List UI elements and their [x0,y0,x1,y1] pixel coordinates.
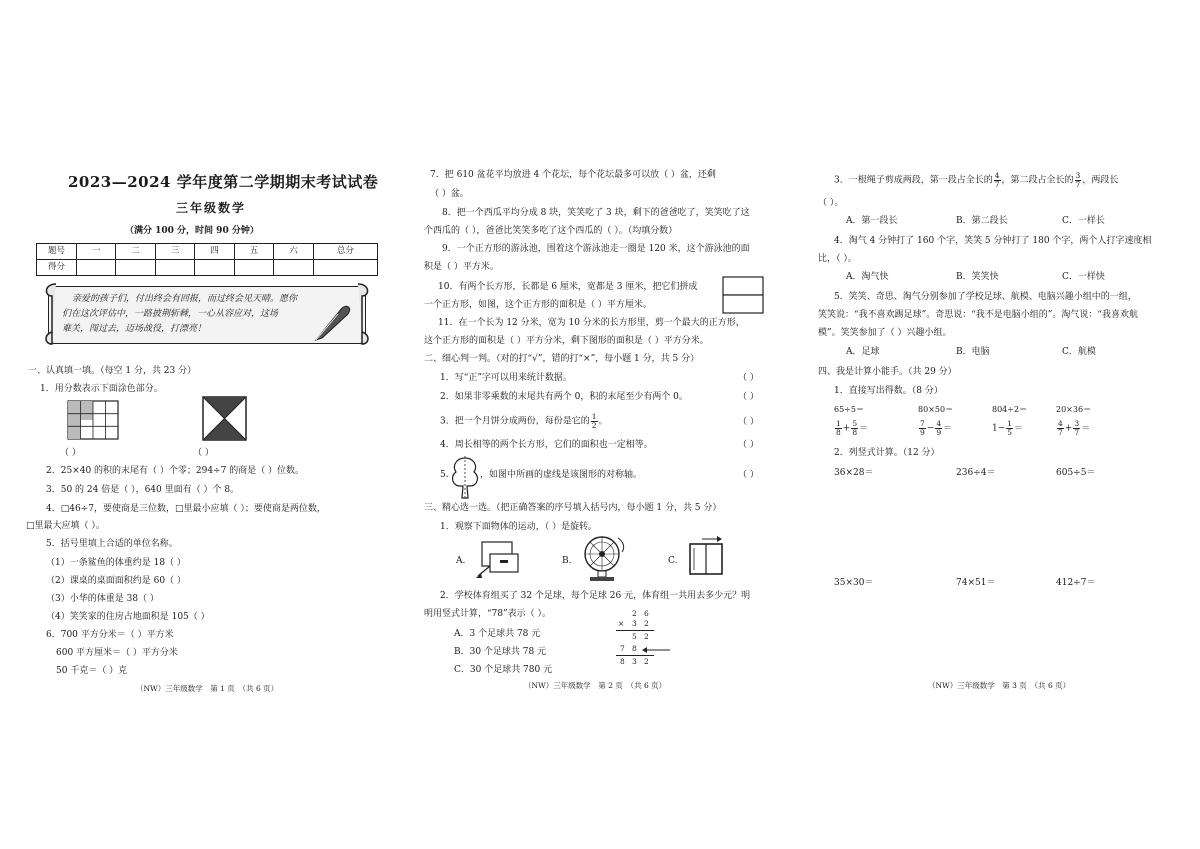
question-5-line-1: 5．笑笑、奇思、淘气分别参加了学校足球、航模、电脑兴趣小组中的一组， [834,292,1137,302]
answer-blank[interactable]: （ ） [60,448,81,458]
oral-calc-item: 65÷5＝ [834,405,864,414]
question-4-line-1: 4．□46÷7，要使商是三位数，□里最小应填（ ）；要使商是两位数， [46,504,326,514]
judge-item-text: 3．把一个月饼分成两份，每份是它的 [440,416,590,427]
oral-calc-item: 80×50＝ [918,405,954,414]
quill-pen-icon [312,302,352,342]
judge-blank[interactable]: （ ） [738,440,759,450]
question-5-item: （3）小华的体重是 38（ ） [46,594,159,604]
score-input-cell[interactable] [313,260,377,276]
question-10-line-1: 10．有两个长方形，长都是 6 厘米，宽都是 3 厘米，把它们拼成 [438,282,698,292]
question-4-line-2: 比，（ ）。 [818,254,857,264]
choice-option: A．淘气快 [846,272,889,282]
score-input-cell[interactable] [274,260,313,276]
oral-calc-fraction-item: $\frac{1}{8}$ + $\frac{5}{8}$ ＝ [836,419,869,437]
choice-option: A．足球 [846,347,880,357]
question-8-line-1: 8．把一个西瓜平均分成 8 块，笑笑吃了 3 块，剩下的爸爸吃了，笑笑吃了这 [442,208,750,218]
fan-icon [578,534,628,584]
judge-item: 2．如果非零乘数的末尾共有两个 0，积的末尾至少有两个 0。 [440,392,688,402]
motto-line: 们在这次评估中，一路披荆斩棘，一心从容应对，这场 [62,309,279,319]
exam-info: （满分 100 分，时间 90 分钟） [125,226,259,236]
choice-option: C．一样快 [1062,272,1105,282]
question-4-line-2: □里最大应填（ ）。 [26,521,105,531]
question-3-line-2: （ ）。 [818,198,844,208]
fraction: $\frac{4}{7}$ [994,171,1000,189]
scroll-curl-left-icon [42,282,62,348]
oral-calc-fraction-item: 1− $\frac{1}{5}$ ＝ [992,419,1024,437]
page-3 [800,0,1200,849]
question-5-item: （4）笑笑家的住房占地面积是 105（ ） [46,612,210,622]
exam-subject: 三年级数学 [176,201,247,215]
section-3-heading: 三、精心选一选。（把正确答案的序号填入括号内，每小题 1 分，共 5 分） [424,503,722,513]
choice-option: B．第二段长 [956,216,1008,226]
question-5: 5．括号里填上合适的单位名称。 [46,539,178,549]
section-1-heading: 一、认真填一填。（每空 1 分，共 23 分） [28,366,197,376]
oral-calc-item: 20×36＝ [1056,405,1092,414]
question-5-line-2: 笑笑说：“我不喜欢踢足球”。奇思说：“我不是电脑小组的”。淘气说：“我喜欢航 [818,310,1139,320]
vertical-calc-item: 74×51＝ [956,578,996,588]
vertical-calc-item: 36×28＝ [834,468,874,478]
motto-line: 难关，闯过去，迈场战役，打漂亮！ [62,324,207,334]
judge-blank[interactable]: （ ） [738,470,759,480]
judge-item: 4．周长相等的两个长方形，它们的面积也一定相等。 [440,440,653,450]
vm-digit: 7 [620,644,625,653]
vm-digit: 8 [620,657,625,666]
question-6-line: 600 平方厘米＝（ ）平方分米 [56,648,178,658]
judge-item: 1．写“正”字可以用来统计数据。 [440,373,572,383]
vertical-calc-item: 412÷7＝ [1056,578,1096,588]
option-a-label: A. [456,556,466,566]
vm-digit: 5 [632,632,637,641]
calc-part-1: 1．直接写出得数。（8 分） [834,386,943,396]
arrow-left-icon [642,647,672,653]
sliding-window-icon [684,536,730,578]
choice-option: C．航模 [1062,347,1096,357]
motto-line: 亲爱的孩子们，付出终会有回报，而过终会见天晴。愿你 [72,294,298,304]
judge-item-5-number: 5. [440,470,449,480]
judge-blank[interactable]: （ ） [738,392,759,402]
page-footer: （NW）三年级数学 第 2 页 （共 6 页） [524,681,667,690]
motto-banner [48,286,366,346]
choice-option: B．电脑 [956,347,990,357]
question-11-line-2: 这个正方形的面积是（ ）平方分米，剩下图形的面积是（ ）平方分米。 [424,336,709,346]
choice-question-2-line-2: 明用竖式计算，“78”表示（ ）。 [424,609,552,619]
page-2 [400,0,800,849]
scroll-curl-right-icon [352,282,372,348]
exam-title: 2023—2024 学年度第二学期期末考试试卷 [68,173,379,191]
vertical-multiplication [614,608,674,668]
fraction: $\frac{3}{7}$ [1075,171,1081,189]
choice-option: C．一样长 [1062,216,1105,226]
judge-blank[interactable]: （ ） [738,417,759,427]
score-cell: 六 [274,244,313,260]
drawer-icon [476,538,524,582]
question-7-line-2: （ ）盆。 [430,189,469,199]
vm-digit: 6 [644,609,649,618]
fraction: $\frac{1}{2}$ [591,412,597,430]
vertical-calc-item: 605÷5＝ [1056,468,1096,478]
option-c-label: C. [668,556,678,566]
question-4-line-1: 4．淘气 4 分钟打了 160 个字，笑笑 5 分钟打了 180 个字，两个人打字速度相 [834,236,1152,246]
question-3: 3．50 的 24 倍是（ ），640 里面有（ ）个 8。 [46,485,240,495]
question-5-item: （1）一条鲨鱼的体重约是 18（ ） [46,558,186,568]
page-footer: （NW）三年级数学 第 3 页 （共 6 页） [928,681,1071,690]
judge-blank[interactable]: （ ） [738,373,759,383]
answer-blank[interactable]: （ ） [193,448,214,458]
question-1: 1．用分数表示下面涂色部分。 [40,384,163,394]
section-4-heading: 四、我是计算小能手。（共 29 分） [818,367,957,377]
question-3-line-1: 3．一根绳子剪成两段，第一段占全长的 $\frac{4}{7}$ ，第二段占全长的 $\frac{3}{7}$ ，两段长 [834,171,1119,189]
score-cell: 四 [195,244,234,260]
option-b-label: B. [562,556,572,566]
question-11-line-1: 11．在一个长为 12 分米，宽为 10 分米的长方形里，剪一个最大的正方形， [438,318,745,328]
vm-digit: 2 [644,657,649,666]
question-6-line: 6．700 平方分米＝（ ）平方米 [46,630,174,640]
section-2-heading: 二、细心判一判。（对的打“√”，错的打“×”，每小题 1 分，共 5 分） [424,354,700,364]
vm-digit: 3 [632,657,637,666]
grid-fraction-figure [68,401,120,441]
page-footer: （NW）三年级数学 第 1 页 （共 6 页） [136,684,279,693]
choice-option: B．笑笑快 [956,272,999,282]
vm-digit: 8 [632,644,637,653]
choice-option: C．30 个足球共 780 元 [454,665,553,675]
oral-calc-item: 804÷2＝ [992,405,1028,414]
score-input-cell[interactable] [77,260,116,276]
score-table-header-row [37,244,378,260]
score-input-cell[interactable] [116,260,155,276]
vm-digit: 2 [644,632,649,641]
score-table-score-row [37,260,378,276]
choice-question-2-line-1: 2．学校体育组买了 32 个足球，每个足球 26 元，体育组一共用去多少元？明 [440,591,751,601]
question-10-line-2: 一个正方形，如图，这个正方形的面积是（ ）平方厘米。 [424,300,652,310]
vertical-calc-item: 35×30＝ [834,578,874,588]
score-input-cell[interactable] [234,260,273,276]
page-1 [0,0,400,849]
tree-shape-icon [450,456,480,500]
choice-option: B．30 个足球共 78 元 [454,647,547,657]
vm-digit: 3 [632,619,637,628]
score-cell: 三 [155,244,194,260]
oral-calc-fraction-item: $\frac{7}{9}$ − $\frac{4}{9}$ ＝ [920,419,953,437]
score-cell: 二 [116,244,155,260]
score-cell: 五 [234,244,273,260]
question-9-line-1: 9．一个正方形的游泳池，围着这个游泳池走一圈是 120 米，这个游泳池的面 [442,244,750,254]
calc-part-2: 2．列竖式计算。（12 分） [834,448,940,458]
question-5-line-3: 模”。笑笑参加了（ ）兴趣小组。 [818,328,952,338]
score-cell: 一 [77,244,116,260]
question-8-line-2: 个西瓜的（ ），爸爸比笑笑多吃了这个西瓜的（ ）。（均填分数） [424,226,678,236]
two-rectangles-figure [722,276,766,316]
score-cell: 总分 [313,244,377,260]
choice-question-1: 1．观察下面物体的运动，（ ）是旋转。 [440,522,598,532]
diagonal-square-figure [202,396,248,442]
choice-option: A．第一段长 [846,216,898,226]
judge-item: ，如图中所画的虚线是该图形的对称轴。 [480,470,643,480]
question-6-line: 50 千克＝（ ）克 [56,666,128,676]
judge-item-3: 3．把一个月饼分成两份，每份是它的 $\frac{1}{2}$ 。 [440,412,608,430]
oral-calc-fraction-item: $\frac{4}{7}$ + $\frac{3}{7}$ ＝ [1058,419,1091,437]
choice-option: A．3 个足球共 78 元 [454,629,541,639]
question-2: 2．25×40 的积的末尾有（ ）个零；294÷7 的商是（ ）位数。 [46,466,305,476]
vm-sign: × [618,619,625,628]
question-5-item: （2）课桌的桌面面积约是 60（ ） [46,576,186,586]
question-7-line-1: 7．把 610 盆花平均放进 4 个花坛，每个花坛最多可以放（ ）盆，还剩 [430,170,716,180]
vertical-calc-item: 236÷4＝ [956,468,996,478]
vm-digit: 2 [644,619,649,628]
question-9-line-2: 积是（ ）平方米。 [424,262,499,272]
score-cell: 题号 [37,244,77,260]
score-table [36,243,378,276]
vm-digit: 2 [632,609,637,618]
score-cell: 得分 [37,260,77,276]
score-input-cell[interactable] [195,260,234,276]
score-input-cell[interactable] [155,260,194,276]
